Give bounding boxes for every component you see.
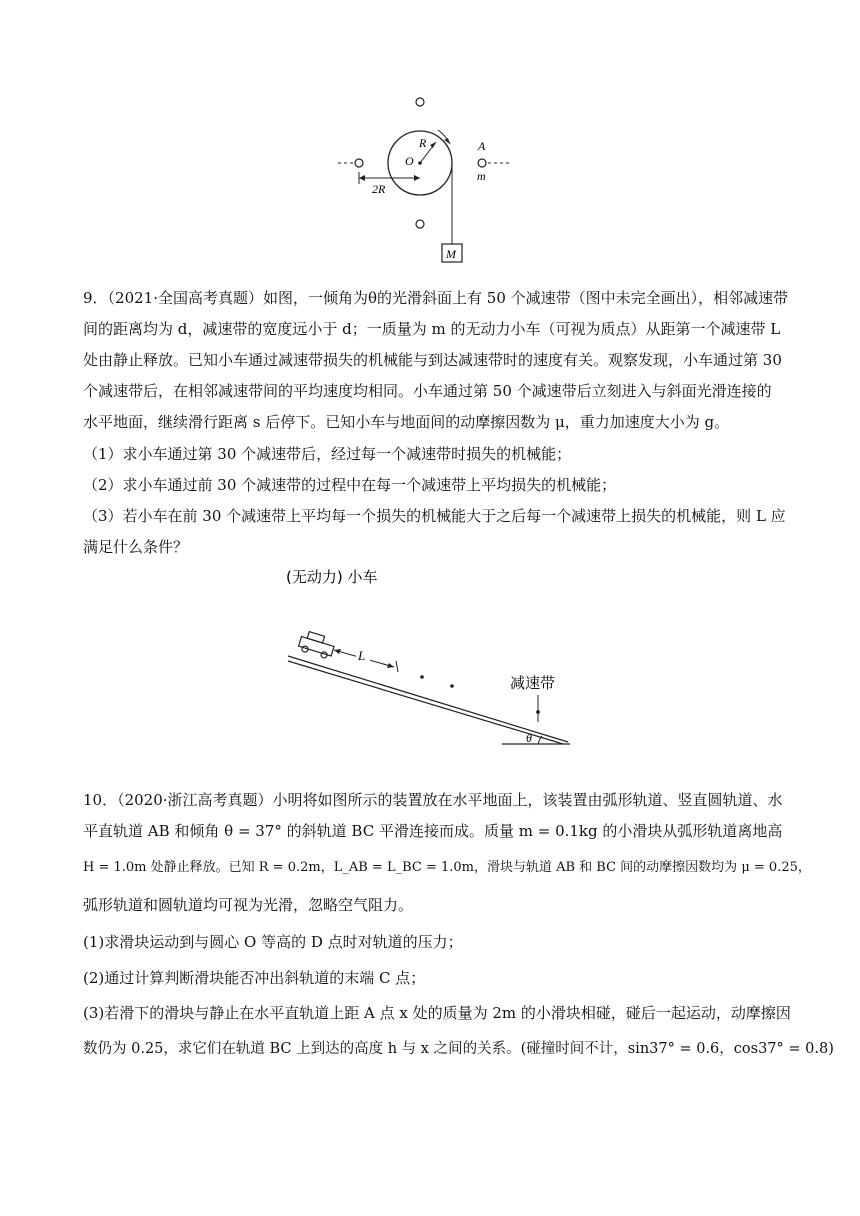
peg-top <box>416 98 424 106</box>
q10-part-1: (1)求滑块运动到与圆心 O 等高的 D 点时对轨道的压力； <box>83 933 463 951</box>
label-R: R <box>419 136 427 150</box>
q9-part-1: （1）求小车通过第 30 个减速带后，经过每一个减速带时损失的机械能； <box>83 445 572 463</box>
speed-bump <box>420 675 424 679</box>
q10-part-2: (2)通过计算判断滑块能否冲出斜轨道的末端 C 点； <box>83 969 426 987</box>
q9-part-2: （2）求小车通过前 30 个减速带的过程中在每一个减速带上平均损失的机械能； <box>83 476 617 494</box>
q10-line-2: 平直轨道 AB 和倾角 θ = 37° 的斜轨道 BC 平滑连接而成。质量 m = 0.1kg 的小滑块从弧形轨道离地高 <box>83 822 783 840</box>
L-label: L <box>358 648 366 663</box>
q10-part-3a: (3)若滑下的滑块与静止在水平直轨道上距 A 点 x 处的质量为 2m 的小滑块相碰，碰后一起运动，动摩擦因 <box>83 1004 791 1022</box>
q10-part-3b: 数仍为 0.25，求它们在轨道 BC 上到达的高度 h 与 x 之间的关系。(碰撞时间不计，sin37° = 0.6，cos37° = 0.8) <box>83 1041 834 1057</box>
label-O: O <box>405 154 414 168</box>
pulley-figure <box>330 92 530 272</box>
q9-part-3: （3）若小车在前 30 个减速带上平均每一个损失的机械能大于之后每一个减速带上损失的机械能，则 L 应 <box>83 507 786 525</box>
label-A: A <box>478 139 486 153</box>
label-M: M <box>446 247 456 261</box>
q9-line-3: 处由静止释放。已知小车通过减速带损失的机械能与到达减速带时的速度有关。观察发现，小车通过第 30 <box>83 351 782 369</box>
q10-line-3: H = 1.0m 处静止释放。已知 R = 0.2m，L_AB = L_BC = 1.0m，滑块与轨道 AB 和 BC 间的动摩擦因数均为 μ = 0.25， <box>83 860 811 875</box>
bump-label: 减速带 <box>510 674 556 692</box>
theta-label: θ <box>526 731 532 745</box>
peg-right-A <box>478 159 486 167</box>
car-label: (无动力) 小车 <box>286 568 378 586</box>
peg-bottom <box>416 220 424 228</box>
car-icon <box>297 630 336 660</box>
peg-left <box>355 159 363 167</box>
q10-line-4: 弧形轨道和圆轨道均可视为光滑，忽略空气阻力。 <box>83 896 414 914</box>
q10-line-1: 10．（2020·浙江高考真题）小明将如图所示的装置放在水平地面上，该装置由弧形轨道、竖直圆轨道、水 <box>83 791 783 809</box>
incline-figure <box>280 560 580 750</box>
q9-line-2: 间的距离均为 d，减速带的宽度远小于 d；一质量为 m 的无动力小车（可视为质点）从距第一个减速带 L <box>83 320 781 338</box>
q9-line-1: 9．（2021·全国高考真题）如图，一倾角为θ的光滑斜面上有 50 个减速带（图中未完全画出），相邻减速带 <box>83 289 789 307</box>
label-m: m <box>477 169 486 183</box>
q9-line-5: 水平地面，继续滑行距离 s 后停下。已知小车与地面间的动摩擦因数为 μ，重力加速度大小为 g。 <box>83 413 730 431</box>
speed-bump <box>450 684 454 688</box>
label-2R: 2R <box>372 182 386 196</box>
q9-line-4: 个减速带后，在相邻减速带间的平均速度均相同。小车通过第 50 个减速带后立刻进入与斜面光滑连接的 <box>83 382 772 400</box>
q9-line-last: 满足什么条件？ <box>83 538 189 556</box>
